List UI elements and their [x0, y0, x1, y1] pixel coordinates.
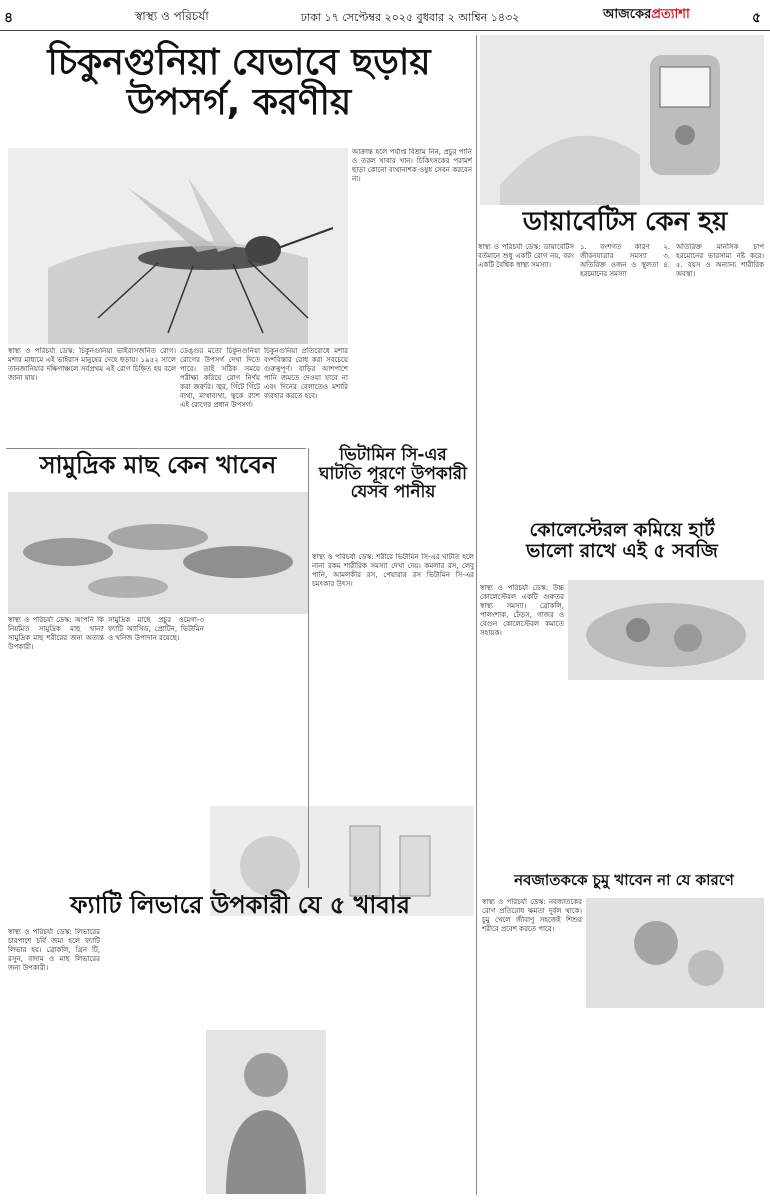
- logo-prefix: আজকের: [603, 7, 652, 22]
- newborn-body: স্বাস্থ্য ও পরিচর্যা ডেস্ক: নবজাতকের রোগ প্রতিরোধ ক্ষমতা দুর্বল থাকে। চুমু খেলে জীবাণু সহজেই শিশুর শরীরে প্রবেশ করতে পারে।: [482, 898, 582, 933]
- column-rule: [476, 35, 477, 1195]
- vitamin-c-title-line3: যেসব পানীয়: [350, 482, 436, 503]
- page-header: [0, 0, 770, 31]
- newspaper-logo: [603, 5, 738, 25]
- fish-body-col2: সামুদ্রিক মাছে প্রচুর ওমেগা-৩ ফ্যাটি অ্যাসিড, প্রোটিন, ভিটামিন ও খনিজ উপাদান রয়েছে।: [108, 616, 204, 642]
- logo-main: প্রত্যাশা: [651, 7, 690, 22]
- chikungunya-headline: [6, 35, 472, 145]
- vegetables-illustration-icon: [568, 580, 764, 680]
- glucometer-photo: [480, 35, 764, 205]
- cholesterol-title-line1: কোলেস্টেরল কমিয়ে হার্ট: [529, 519, 715, 541]
- fatty-liver-body: স্বাস্থ্য ও পরিচর্যা ডেস্ক: লিভারের চারপাশে চর্বি জমা হলে ফ্যাটি লিভার হয়। ব্রোকলি, গ্রিন টি, রসুন, বাদাম ও মাছ লিভারের জন্য উপকারী।: [8, 928, 100, 972]
- person-icon: [206, 1030, 326, 1194]
- right-page-number: ৫: [752, 10, 762, 26]
- vitamin-c-title-line2: ঘাটতি পূরণে উপকারী: [319, 463, 467, 484]
- fish-photo: [8, 492, 308, 614]
- newborn-photo: [586, 898, 764, 1008]
- vitamin-c-headline: [312, 446, 474, 550]
- chikungunya-body-col1: স্বাস্থ্য ও পরিচর্যা ডেস্ক: চিকুনগুনিয়া ভাইরাসজনিত রোগ। মশার মাধ্যমে এই ভাইরাস মানুষের দেহে ছড়ায়। ১৯৫২ সালে তানজানিয়ার দক্ষিণাঞ্চলে সর্বপ্রথম এই রোগ চিহ্নিত হয় বলে জানা যায়।: [8, 347, 176, 382]
- diabetes-body-col3: অতিরিক্ত মানসিক চাপ হরমোনের ভারসাম্য নষ্ট করে। ৫. বয়স ও অন্যান্য শারীরিক অবস্থা।: [676, 243, 764, 278]
- divider: [6, 448, 306, 449]
- fish-body-col1: স্বাস্থ্য ও পরিচর্যা ডেস্ক: আপনি কি নিয়মিত সামুদ্রিক মাছ খান? সামুদ্রিক মাছ শরীরের জন্য অত্যন্ত উপকারী।: [8, 616, 104, 651]
- fish-illustration-icon: [8, 492, 308, 614]
- cholesterol-title-line2: ভালো রাখে এই ৫ সবজি: [526, 539, 718, 562]
- diabetes-body-col2: ১. বংশগত কারণ ২. জীবনযাত্রার সমস্যা ৩. অতিরিক্ত ওজন ও স্থূলতা ৪. হরমোনের সমস্যা: [580, 243, 670, 278]
- section-name: স্বাস্থ্য ও পরিচর্যা: [135, 9, 209, 23]
- mosquito-illustration-icon: [8, 148, 348, 344]
- column-rule: [308, 448, 309, 888]
- man-photo: [206, 1030, 326, 1194]
- chikungunya-title-line2: উপসর্গ, করণীয়: [126, 81, 352, 123]
- chikungunya-body-col2: ডেঙ্গুর মতো চিকুনগুনিয়া রোগের উপসর্গ দেখা দিতে পারে। তাই সঠিক সময়ে পরীক্ষা করিয়ে রোগ নির্ণয় করা জরুরি। জ্বর, গিঁটে গিঁটে ব্যথা, মাথাব্যথা, ত্বকে র‍্যাশ এই রোগের প্রধান উপসর্গ।: [180, 347, 260, 409]
- vegetables-photo: [568, 580, 764, 680]
- diabetes-title: ডায়াবেটিস কেন হয়: [522, 207, 728, 237]
- chikungunya-title-line1: চিকুনগুনিয়া যেভাবে ছড়ায়: [47, 42, 431, 83]
- date-line: ঢাকা ১৭ সেপ্টেম্বর ২০২৫ বুধবার ২ আশ্বিন ১৪৩২: [300, 11, 520, 24]
- chikungunya-body-col3: চিকুনগুনিয়া প্রতিরোধে মশার বংশবিস্তার রোধ করা সবচেয়ে গুরুত্বপূর্ণ। বাড়ির আশপাশে পানি জমতে দেওয়া যাবে না এবং দিনের বেলাতেও মশারি ব্যবহার করতে হবে।: [264, 347, 348, 400]
- chikungunya-body-col4: আক্রান্ত হলে পর্যাপ্ত বিশ্রাম নিন, প্রচুর পানি ও তরল খাবার খান। চিকিৎসকের পরামর্শ ছাড়া কোনো ব্যথানাশক ওষুধ সেবন করবেন না।: [352, 148, 472, 183]
- diabetes-body-col1: স্বাস্থ্য ও পরিচর্যা ডেস্ক: ডায়াবেটিস বর্তমানে শুধু একটি রোগ নয়, বরং একটি বৈশ্বিক স্বাস্থ্য সমস্যা।: [478, 243, 574, 269]
- cholesterol-body: স্বাস্থ্য ও পরিচর্যা ডেস্ক: উচ্চ কোলেস্টেরল একটি গুরুতর স্বাস্থ্য সমস্যা। ব্রোকলি, পালংশাক, ঢেঁড়স, গাজর ও বেগুন কোলেস্টেরল কমাতে সহায়ক।: [480, 584, 564, 637]
- vitamin-c-body: স্বাস্থ্য ও পরিচর্যা ডেস্ক: শরীরে ভিটামিন সি-এর ঘাটতি হলে নানা রকম শারীরিক সমস্যা দেখা দেয়। কমলার রস, লেবু পানি, আমলকীর রস, পেয়ারার রস ভিটামিন সি-এর চমৎকার উৎস।: [312, 553, 474, 588]
- cholesterol-headline: [480, 520, 764, 580]
- fatty-liver-title: ফ্যাটি লিভারে উপকারী যে ৫ খাবার: [70, 891, 410, 919]
- fish-title: সামুদ্রিক মাছ কেন খাবেন: [39, 451, 277, 479]
- glucometer-icon: [480, 35, 764, 205]
- parent-baby-icon: [586, 898, 764, 1008]
- newborn-title: নবজাতককে চুমু খাবেন না যে কারণে: [514, 871, 734, 889]
- left-page-number: ৪: [4, 10, 14, 26]
- vitamin-c-title-line1: ভিটামিন সি-এর: [339, 445, 447, 465]
- mosquito-photo: [8, 148, 348, 344]
